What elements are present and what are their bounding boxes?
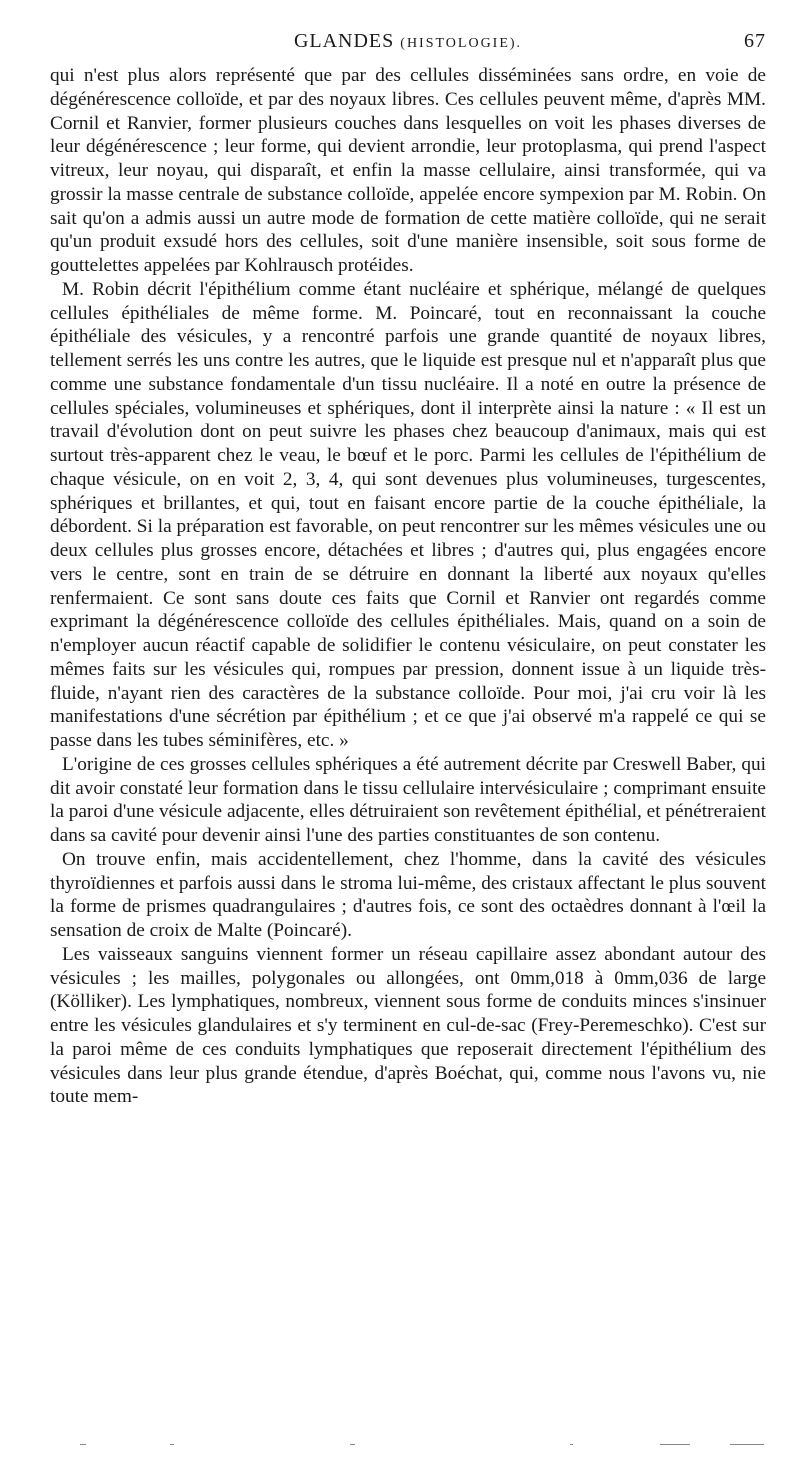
- scan-speck: [730, 1444, 764, 1445]
- scan-specks: [50, 1440, 766, 1450]
- running-head: [50, 30, 766, 54]
- paragraph-3: L'origine de ces grosses cellules sphériques a été autrement décrite par Creswell Baber, qui dit avoir constaté leur formation dans le tissu cellulaire intervésiculaire ; comprimant ensuite la paroi d'une vésicule adjacente, elles détruiraient son revêtement épithélial, et pénétreraient dans sa cavité pour devenir ainsi l'une des parties constituantes de son contenu.: [50, 753, 767, 846]
- body-text: [50, 64, 766, 1109]
- running-title-sub: (HISTOLOGIE).: [400, 36, 523, 51]
- paragraph-5: Les vaisseaux sanguins viennent former un réseau capillaire assez abondant autour des vésicules ; les mailles, polygonales ou allongées, ont 0mm,018 à 0mm,036 de large (Kölliker). Les lymphatiques, nombreux, viennent sous forme de conduits minces s'insinuer entre les vésicules glandulaires et s'y terminent en cul-de-sac (Frey-Peremeschko). C'est sur la paroi même de ces conduits lymphatiques que reposerait directement l'épithélium des vésicules dans leur plus grande étendue, d'après Boéchat, qui, comme nous l'avons vu, nie toute mem-: [50, 943, 766, 1108]
- running-title: [50, 30, 766, 53]
- scan-speck: [170, 1444, 174, 1445]
- paragraph-4: On trouve enfin, mais accidentellement, chez l'homme, dans la cavité des vésicules thyroïdiennes et parfois aussi dans le stroma lui-même, des cristaux affectant le plus souvent la forme de prismes quadrangulaires ; d'autres fois, ce sont des octaèdres donnant à l'œil la sensation de croix de Malte (Poincaré).: [50, 848, 766, 941]
- scan-speck: [570, 1444, 573, 1445]
- page-number: 67: [744, 30, 766, 52]
- paragraph-2: M. Robin décrit l'épithélium comme étant nucléaire et sphérique, mélangé de quelques cellules épithéliales de même forme. M. Poincaré, tout en reconnaissant la couche épithéliale des vésicules, y a rencontré parfois une grande quantité de noyaux libres, tellement serrés les uns contre les autres, que le liquide est presque nul et n'apparaît plus que comme une substance fondamentale d'un tissu nucléaire. Il a noté en outre la présence de cellules spéciales, volumineuses et sphériques, dont il interprète ainsi la nature : « Il est un travail d'évolution dont on peut suivre les phases chez beaucoup d'animaux, mais qui est surtout très-apparent chez le veau, le bœuf et le porc. Parmi les cellules de l'épithélium de chaque vésicule, on en voit 2, 3, 4, qui sont devenues plus volumineuses, turgescentes, sphériques et brillantes, et qui, tout en faisant encore partie de la couche épithéliale, la débordent. Si la préparation est favorable, on peut rencontrer sur les mêmes vésicules une ou deux cellules plus grosses encore, détachées et libres ; d'autres qui, plus engagées encore vers le centre, sont en train de se détruire en donnant la liberté aux noyaux qu'elles renfermaient. Ce sont sans doute ces faits que Cornil et Ranvier ont regardés comme exprimant la dégénérescence colloïde des cellules épithéliales. Mais, quand on a soin de n'employer aucun réactif capable de solidifier le contenu vésiculaire, on peut constater les mêmes faits sur les vésicules qui, rompues par pression, donnent issue à un liquide très-fluide, n'ayant rien des caractères de la substance colloïde. Pour moi, j'ai cru voir là les manifestations d'une sécrétion par épithélium ; et ce que j'ai observé m'a rappelé ce qui se passe dans les tubes séminifères, etc. »: [50, 278, 766, 751]
- scan-speck: [80, 1444, 86, 1445]
- scan-speck: [660, 1444, 690, 1445]
- running-title-main: GLANDES: [293, 30, 395, 52]
- scan-speck: [350, 1444, 355, 1445]
- paragraph-1: qui n'est plus alors représenté que par des cellules disséminées sans ordre, en voie de dégénérescence colloïde, et par des noyaux libres. Ces cellules peuvent même, d'après MM. Cornil et Ranvier, former plusieurs couches dans lesquelles on voit les phases diverses de leur dégénérescence ; leur forme, qui devient arrondie, leur protoplasma, qui prend l'aspect vitreux, leur noyau, qui disparaît, et enfin la masse cellulaire, ainsi transformée, qui va grossir la masse centrale de substance colloïde, appelée encore sympexion par M. Robin. On sait qu'on a admis aussi un autre mode de formation de cette matière colloïde, qui ne serait qu'un produit exsudé hors des cellules, soit d'une manière insensible, soit sous forme de gouttelettes appelées par Kohlrausch protéides.: [50, 65, 766, 276]
